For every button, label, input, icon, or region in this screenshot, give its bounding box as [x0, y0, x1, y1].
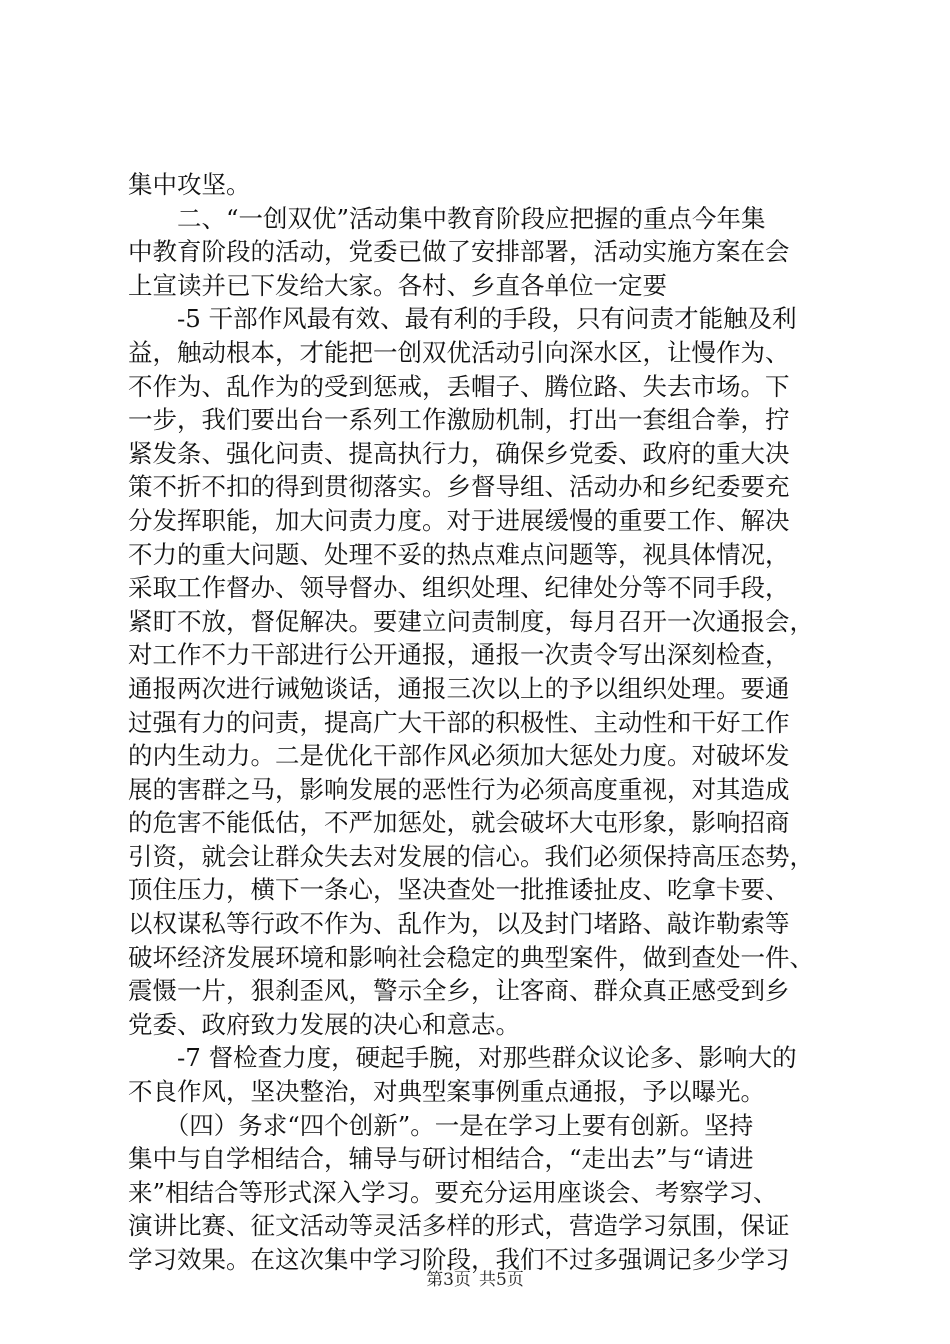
- text-line: 过强有力的问责，提高广大干部的积极性、主动性和干好工作: [128, 707, 790, 737]
- text-line: 紧发条、强化问责、提高执行力，确保乡党委、政府的重大决: [128, 438, 790, 468]
- text-line: 的内生动力。二是优化干部作风必须加大惩处力度。对破坏发: [128, 741, 790, 771]
- text-line: 益，触动根本，才能把一创双优活动引向深水区，让慢作为、: [128, 337, 790, 367]
- text-line: 对工作不力干部进行公开通报，通报一次责令写出深刻检查，: [128, 640, 790, 670]
- text-line: 不作为、乱作为的受到惩戒，丢帽子、腾位路、失去市场。下: [128, 371, 790, 401]
- text-line: 二、“一创双优”活动集中教育阶段应把握的重点今年集: [128, 203, 766, 233]
- text-line: -7 督检查力度，硬起手腕，对那些群众议论多、影响大的: [128, 1043, 797, 1073]
- text-line: 策不折不扣的得到贯彻落实。乡督导组、活动办和乡纪委要充: [128, 472, 790, 502]
- document-body: [128, 168, 842, 1277]
- text-line: 不良作风，坚决整治，对典型案事例重点通报，予以曝光。: [128, 1077, 765, 1107]
- text-line: 来”相结合等形式深入学习。要充分运用座谈会、考察学习、: [128, 1177, 778, 1207]
- text-line: 震慑一片，狠刹歪风，警示全乡，让客商、群众真正感受到乡: [128, 976, 790, 1006]
- text-line: 分发挥职能，加大问责力度。对于进展缓慢的重要工作、解决: [128, 505, 790, 535]
- text-line: 不力的重大问题、处理不妥的热点难点问题等，视具体情况，: [128, 539, 790, 569]
- text-line: 紧盯不放，督促解决。要建立问责制度，每月召开一次通报会，: [128, 606, 814, 636]
- text-line: 采取工作督办、领导督办、组织处理、纪律处分等不同手段，: [128, 573, 790, 603]
- text-line: （四）务求“四个创新”。一是在学习上要有创新。坚持: [128, 1110, 754, 1140]
- page-footer: [0, 1268, 950, 1292]
- text-line: 集中与自学相结合，辅导与研讨相结合，“走出去”与“请进: [128, 1144, 754, 1174]
- text-line: 破坏经济发展环境和影响社会稳定的典型案件，做到查处一件、: [128, 942, 814, 972]
- text-line: 集中攻坚。: [128, 170, 251, 199]
- text-line: 演讲比赛、征文活动等灵活多样的形式，营造学习氛围，保证: [128, 1211, 790, 1241]
- text-line: 的危害不能低估，不严加惩处，就会破坏大屯形象，影响招商: [128, 808, 790, 838]
- page-total: 共5页: [479, 1270, 524, 1290]
- text-line: 通报两次进行诫勉谈话，通报三次以上的予以组织处理。要通: [128, 673, 790, 703]
- text-line: 顶住压力，横下一条心，坚决查处一批推诿扯皮、吃拿卡要、: [128, 875, 790, 905]
- text-line: 学习效果。在这次集中学习阶段，我们不过多强调记多少学习: [128, 1245, 790, 1274]
- text-line: 以权谋私等行政不作为、乱作为，以及封门堵路、敲诈勒索等: [128, 909, 790, 939]
- text-line: 展的害群之马，影响发展的恶性行为必须高度重视，对其造成: [128, 774, 790, 804]
- text-line: 党委、政府致力发展的决心和意志。: [128, 1009, 520, 1039]
- text-line: 引资，就会让群众失去对发展的信心。我们必须保持高压态势，: [128, 841, 814, 871]
- text-line: 上宣读并已下发给大家。各村、乡直各单位一定要: [128, 270, 667, 300]
- page-number: 第3页: [426, 1270, 471, 1290]
- text-line: 一步，我们要出台一系列工作激励机制，打出一套组合拳，拧: [128, 405, 790, 435]
- text-line: 中教育阶段的活动，党委已做了安排部署，活动实施方案在会: [128, 237, 790, 267]
- text-line: -5 干部作风最有效、最有利的手段，只有问责才能触及利: [128, 304, 797, 334]
